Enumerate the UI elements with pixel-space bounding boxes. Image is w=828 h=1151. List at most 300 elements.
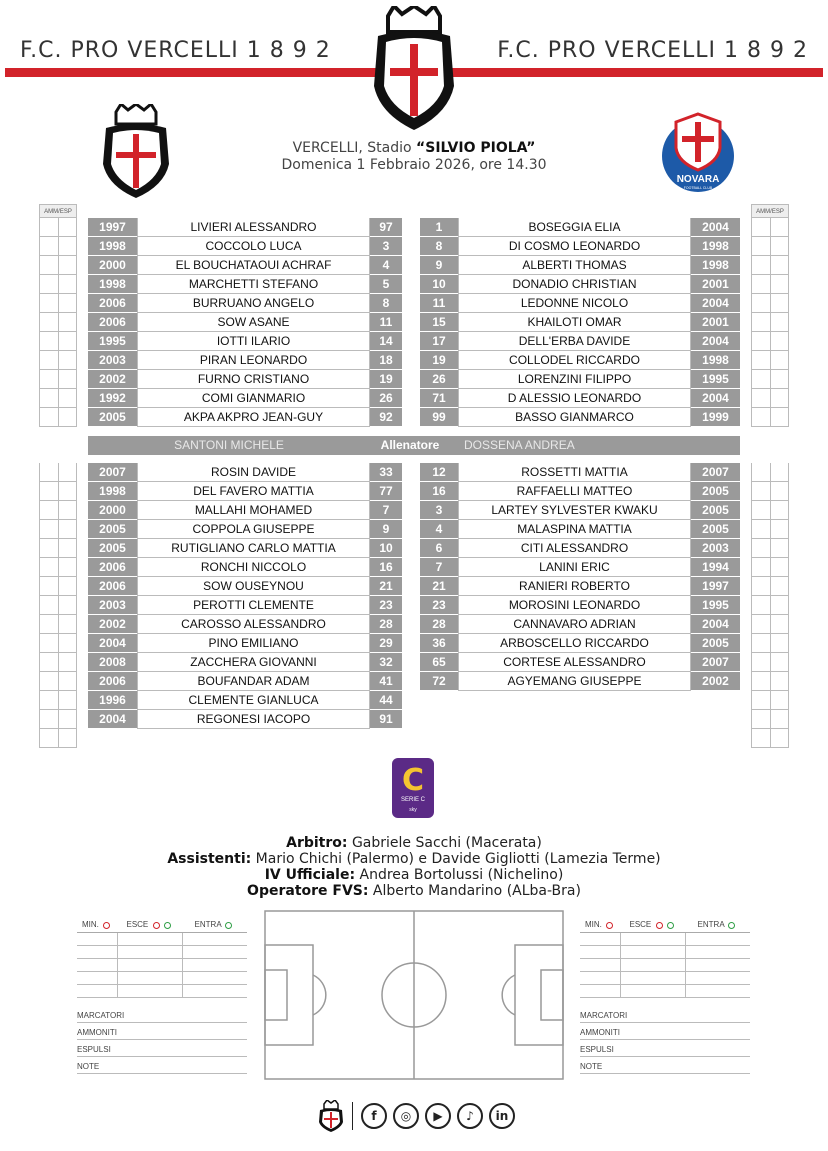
player-row: [420, 539, 740, 558]
amm-esp-box: [751, 370, 789, 389]
player-name: COLLODEL RICCARDO: [458, 351, 691, 370]
note-line: NOTE: [77, 1057, 247, 1074]
player-year: 1998: [88, 237, 137, 256]
player-num: 23: [370, 596, 402, 615]
pro-vercelli-main-crest-icon: [368, 6, 460, 132]
amm-esp-box: [39, 558, 77, 577]
player-year: 2008: [88, 653, 137, 672]
player-year: 2006: [88, 577, 137, 596]
club-name-left: F.C. PRO VERCELLI 1 8 9 2: [20, 38, 331, 63]
player-year: 1998: [691, 351, 740, 370]
player-num: 16: [420, 482, 458, 501]
football-pitch-diagram: [264, 910, 564, 1080]
home-team-crest-icon: [100, 104, 172, 199]
novara-crest-subtext: FOOTBALL CLUB: [683, 186, 713, 190]
referee-line: [0, 835, 828, 851]
player-row: [420, 558, 740, 577]
player-row: [88, 370, 402, 389]
entra-header: ENTRA: [697, 920, 725, 930]
player-name: AGYEMANG GIUSEPPE: [458, 672, 691, 691]
player-row: [88, 558, 402, 577]
player-year: 1998: [88, 275, 137, 294]
green-dot-icon: [164, 922, 171, 929]
player-year: 1997: [691, 577, 740, 596]
player-row: [420, 332, 740, 351]
player-name: PIRAN LEONARDO: [137, 351, 370, 370]
substitutions-grid-left: [77, 918, 247, 1074]
amm-esp-box: [751, 653, 789, 672]
player-year: 2004: [691, 615, 740, 634]
player-year: 2004: [88, 634, 137, 653]
instagram-icon[interactable]: ◎: [393, 1103, 419, 1129]
player-num: 28: [370, 615, 402, 634]
amm-esp-box: [751, 558, 789, 577]
player-row: [420, 256, 740, 275]
marcatori-line: MARCATORI: [77, 1006, 247, 1023]
player-year: 2006: [88, 558, 137, 577]
player-row: [420, 634, 740, 653]
player-name: RUTIGLIANO CARLO MATTIA: [137, 539, 370, 558]
player-year: 2001: [691, 275, 740, 294]
amm-esp-box: [751, 596, 789, 615]
player-num: 18: [370, 351, 402, 370]
player-row: [420, 218, 740, 237]
player-year: 2001: [691, 313, 740, 332]
player-year: 2004: [691, 294, 740, 313]
player-num: 10: [420, 275, 458, 294]
amm-esp-box: [751, 634, 789, 653]
player-row: [88, 501, 402, 520]
fourth-official-name: Andrea Bortolussi (Nichelino): [355, 867, 564, 883]
player-row: [420, 520, 740, 539]
player-num: 17: [420, 332, 458, 351]
player-year: 1994: [691, 558, 740, 577]
amm-esp-box: [39, 577, 77, 596]
player-name: CANNAVARO ADRIAN: [458, 615, 691, 634]
player-num: 21: [370, 577, 402, 596]
player-row: [420, 313, 740, 332]
amm-esp-box: [39, 332, 77, 351]
player-year: 2004: [88, 710, 137, 729]
footer-social-bar: [318, 1098, 515, 1134]
player-year: 1996: [88, 691, 137, 710]
player-num: 16: [370, 558, 402, 577]
player-row: [420, 596, 740, 615]
amm-esp-box: [39, 313, 77, 332]
amm-esp-box: [751, 256, 789, 275]
youtube-icon[interactable]: ▶: [425, 1103, 451, 1129]
player-num: 4: [370, 256, 402, 275]
footer-separator: [352, 1102, 353, 1130]
player-num: 9: [420, 256, 458, 275]
note-line: NOTE: [580, 1057, 750, 1074]
amm-esp-box: [39, 482, 77, 501]
home-coach: SANTONI MICHELE: [174, 438, 284, 452]
player-name: ALBERTI THOMAS: [458, 256, 691, 275]
player-name: AKPA AKPRO JEAN-GUY: [137, 408, 370, 427]
player-name: LIVIERI ALESSANDRO: [137, 218, 370, 237]
match-date: Domenica 1 Febbraio 2026, ore 14.30: [281, 157, 547, 173]
amm-esp-box: [751, 539, 789, 558]
player-row: [88, 275, 402, 294]
player-row: [88, 653, 402, 672]
player-name: DEL FAVERO MATTIA: [137, 482, 370, 501]
player-row: [420, 653, 740, 672]
player-name: LARTEY SYLVESTER KWAKU: [458, 501, 691, 520]
amm-esp-box: [751, 710, 789, 729]
player-row: [420, 463, 740, 482]
amm-esp-column-left: [39, 204, 77, 427]
player-year: 2005: [88, 408, 137, 427]
amm-esp-box: [39, 615, 77, 634]
player-row: [88, 332, 402, 351]
match-venue: [200, 140, 628, 156]
amm-esp-box: [751, 389, 789, 408]
player-num: 99: [420, 408, 458, 427]
amm-esp-box: [751, 501, 789, 520]
player-name: BASSO GIANMARCO: [458, 408, 691, 427]
player-year: 2007: [691, 463, 740, 482]
player-num: 26: [370, 389, 402, 408]
player-num: 21: [420, 577, 458, 596]
player-row: [420, 275, 740, 294]
esce-header: ESCE: [126, 920, 149, 930]
player-name: PEROTTI CLEMENTE: [137, 596, 370, 615]
amm-esp-box: [39, 539, 77, 558]
amm-esp-box: [39, 520, 77, 539]
player-num: 32: [370, 653, 402, 672]
amm-esp-box: [751, 408, 789, 427]
substitutions-grid-right: [580, 918, 750, 1074]
amm-esp-box: [751, 275, 789, 294]
player-num: 19: [420, 351, 458, 370]
red-dot-icon: [153, 922, 160, 929]
player-year: 2002: [88, 370, 137, 389]
player-num: 92: [370, 408, 402, 427]
player-row: [88, 408, 402, 427]
player-year: 2005: [691, 482, 740, 501]
referee-name: Gabriele Sacchi (Macerata): [347, 835, 542, 851]
player-name: D ALESSIO LEONARDO: [458, 389, 691, 408]
amm-esp-box: [39, 710, 77, 729]
amm-esp-bench-right: [751, 463, 789, 748]
amm-esp-box: [751, 313, 789, 332]
player-name: REGONESI IACOPO: [137, 710, 370, 729]
player-num: 6: [420, 539, 458, 558]
amm-esp-box: [39, 370, 77, 389]
amm-esp-box: [39, 237, 77, 256]
player-year: 1998: [691, 256, 740, 275]
player-year: 2006: [88, 313, 137, 332]
player-name: ROSSETTI MATTIA: [458, 463, 691, 482]
amm-esp-box: [39, 294, 77, 313]
player-num: 77: [370, 482, 402, 501]
player-name: LORENZINI FILIPPO: [458, 370, 691, 389]
min-header: MIN.: [584, 920, 602, 930]
player-row: [88, 482, 402, 501]
player-num: 1: [420, 218, 458, 237]
player-name: ROSIN DAVIDE: [137, 463, 370, 482]
player-year: 1995: [691, 596, 740, 615]
player-row: [420, 482, 740, 501]
player-name: IOTTI ILARIO: [137, 332, 370, 351]
club-crest-small-icon: [318, 1100, 344, 1132]
player-num: 29: [370, 634, 402, 653]
player-row: [420, 501, 740, 520]
player-year: 2005: [691, 501, 740, 520]
away-bench-table: [420, 463, 740, 691]
red-dot-icon: [103, 922, 110, 929]
player-row: [88, 351, 402, 370]
player-row: [88, 237, 402, 256]
player-year: 2004: [691, 332, 740, 351]
espulsi-line: ESPULSI: [580, 1040, 750, 1057]
fourth-official-label: IV Ufficiale:: [264, 867, 356, 883]
player-num: 12: [420, 463, 458, 482]
amm-esp-box: [751, 691, 789, 710]
amm-esp-box: [39, 691, 77, 710]
player-row: [88, 691, 402, 710]
fvs-name: Alberto Mandarino (ALba-Bra): [368, 883, 581, 899]
player-row: [88, 389, 402, 408]
player-year: 2005: [88, 520, 137, 539]
player-year: 1998: [691, 237, 740, 256]
player-year: 2002: [88, 615, 137, 634]
player-name: KHAILOTI OMAR: [458, 313, 691, 332]
player-name: COCCOLO LUCA: [137, 237, 370, 256]
player-num: 28: [420, 615, 458, 634]
novara-crest-text: NOVARA: [676, 174, 720, 185]
assistants-line: [0, 851, 828, 867]
min-header: MIN.: [81, 920, 99, 930]
amm-esp-box: [39, 389, 77, 408]
serie-c-text: SERIE C: [400, 797, 426, 803]
player-year: 2003: [88, 351, 137, 370]
player-name: CAROSSO ALESSANDRO: [137, 615, 370, 634]
player-num: 65: [420, 653, 458, 672]
player-name: EL BOUCHATAOUI ACHRAF: [137, 256, 370, 275]
player-row: [420, 672, 740, 691]
green-dot-icon: [667, 922, 674, 929]
player-num: 4: [420, 520, 458, 539]
player-num: 11: [420, 294, 458, 313]
player-row: [88, 463, 402, 482]
player-row: [420, 294, 740, 313]
player-name: RAFFAELLI MATTEO: [458, 482, 691, 501]
player-row: [420, 351, 740, 370]
player-row: [88, 520, 402, 539]
player-name: LANINI ERIC: [458, 558, 691, 577]
entra-header: ENTRA: [194, 920, 222, 930]
assistants-label: Assistenti:: [167, 851, 252, 867]
player-name: CLEMENTE GIANLUCA: [137, 691, 370, 710]
home-starters-table: [88, 218, 402, 427]
player-row: [88, 596, 402, 615]
player-name: RANIERI ROBERTO: [458, 577, 691, 596]
player-row: [88, 577, 402, 596]
amm-esp-box: [39, 653, 77, 672]
player-row: [88, 710, 402, 729]
player-row: [88, 313, 402, 332]
player-num: 44: [370, 691, 402, 710]
player-name: DELL'ERBA DAVIDE: [458, 332, 691, 351]
player-year: 1995: [88, 332, 137, 351]
coaches-bar: [88, 436, 740, 455]
green-dot-icon: [728, 922, 735, 929]
player-num: 8: [370, 294, 402, 313]
coach-label: Allenatore: [380, 438, 440, 452]
player-year: 2000: [88, 501, 137, 520]
player-name: DONADIO CHRISTIAN: [458, 275, 691, 294]
amm-esp-box: [751, 237, 789, 256]
amm-esp-box: [39, 463, 77, 482]
tiktok-icon[interactable]: ♪: [457, 1103, 483, 1129]
serie-c-logo-icon: [392, 758, 434, 818]
player-num: 10: [370, 539, 402, 558]
player-num: 72: [420, 672, 458, 691]
player-num: 41: [370, 672, 402, 691]
serie-c-letter: C: [401, 763, 425, 798]
player-row: [420, 389, 740, 408]
player-year: 2003: [88, 596, 137, 615]
player-name: BOSEGGIA ELIA: [458, 218, 691, 237]
player-name: FURNO CRISTIANO: [137, 370, 370, 389]
player-name: MALLAHI MOHAMED: [137, 501, 370, 520]
player-name: COMI GIANMARIO: [137, 389, 370, 408]
player-num: 5: [370, 275, 402, 294]
referee-label: Arbitro:: [286, 835, 348, 851]
amm-esp-box: [39, 596, 77, 615]
player-year: 1995: [691, 370, 740, 389]
player-row: [88, 256, 402, 275]
player-num: 15: [420, 313, 458, 332]
amm-esp-header: AMM/ESP: [39, 204, 77, 218]
facebook-icon[interactable]: f: [361, 1103, 387, 1129]
player-name: MALASPINA MATTIA: [458, 520, 691, 539]
amm-esp-box: [39, 408, 77, 427]
amm-esp-box: [751, 577, 789, 596]
player-row: [420, 408, 740, 427]
player-row: [420, 370, 740, 389]
amm-esp-box: [751, 520, 789, 539]
player-num: 33: [370, 463, 402, 482]
amm-esp-box: [751, 218, 789, 237]
amm-esp-box: [39, 672, 77, 691]
player-num: 9: [370, 520, 402, 539]
ammoniti-line: AMMONITI: [77, 1023, 247, 1040]
player-year: 2000: [88, 256, 137, 275]
amm-esp-box: [39, 351, 77, 370]
player-num: 26: [420, 370, 458, 389]
amm-esp-box: [751, 332, 789, 351]
player-row: [88, 539, 402, 558]
player-row: [420, 577, 740, 596]
amm-esp-box: [751, 482, 789, 501]
player-name: BURRUANO ANGELO: [137, 294, 370, 313]
player-year: 2005: [88, 539, 137, 558]
player-name: MOROSINI LEONARDO: [458, 596, 691, 615]
home-bench-table: [88, 463, 402, 729]
away-team-crest-icon: [660, 112, 736, 194]
player-num: 97: [370, 218, 402, 237]
green-dot-icon: [225, 922, 232, 929]
player-row: [88, 634, 402, 653]
player-name: DI COSMO LEONARDO: [458, 237, 691, 256]
player-name: COPPOLA GIUSEPPE: [137, 520, 370, 539]
assistants-names: Mario Chichi (Palermo) e Davide Gigliotti (Lamezia Terme): [251, 851, 661, 867]
player-num: 71: [420, 389, 458, 408]
player-year: 2007: [88, 463, 137, 482]
player-num: 7: [420, 558, 458, 577]
amm-esp-box: [39, 501, 77, 520]
esce-header: ESCE: [629, 920, 652, 930]
amm-esp-bench-left: [39, 463, 77, 748]
amm-esp-box: [751, 294, 789, 313]
amm-esp-box: [751, 351, 789, 370]
player-year: 2004: [691, 218, 740, 237]
amm-esp-header: AMM/ESP: [751, 204, 789, 218]
linkedin-icon[interactable]: in: [489, 1103, 515, 1129]
player-num: 3: [420, 501, 458, 520]
player-num: 14: [370, 332, 402, 351]
player-year: 2007: [691, 653, 740, 672]
club-name-right: F.C. PRO VERCELLI 1 8 9 2: [497, 38, 808, 63]
player-num: 23: [420, 596, 458, 615]
red-dot-icon: [656, 922, 663, 929]
amm-esp-box: [39, 256, 77, 275]
amm-esp-box: [39, 275, 77, 294]
player-name: CITI ALESSANDRO: [458, 539, 691, 558]
player-name: ARBOSCELLO RICCARDO: [458, 634, 691, 653]
fourth-official-line: [0, 867, 828, 883]
away-coach: DOSSENA ANDREA: [464, 438, 575, 452]
venue-prefix: VERCELLI, Stadio: [292, 140, 417, 156]
player-year: 2006: [88, 672, 137, 691]
player-name: PINO EMILIANO: [137, 634, 370, 653]
player-num: 19: [370, 370, 402, 389]
player-year: 1997: [88, 218, 137, 237]
player-year: 2005: [691, 520, 740, 539]
player-num: 36: [420, 634, 458, 653]
player-row: [88, 218, 402, 237]
player-year: 2004: [691, 389, 740, 408]
amm-esp-box: [39, 218, 77, 237]
red-dot-icon: [606, 922, 613, 929]
fvs-label: Operatore FVS:: [247, 883, 369, 899]
amm-esp-box: [751, 615, 789, 634]
amm-esp-box: [39, 729, 77, 748]
player-num: 7: [370, 501, 402, 520]
player-row: [420, 237, 740, 256]
player-name: SOW OUSEYNOU: [137, 577, 370, 596]
player-name: CORTESE ALESSANDRO: [458, 653, 691, 672]
fvs-line: [0, 883, 828, 899]
marcatori-line: MARCATORI: [580, 1006, 750, 1023]
player-year: 2002: [691, 672, 740, 691]
player-name: BOUFANDAR ADAM: [137, 672, 370, 691]
espulsi-line: ESPULSI: [77, 1040, 247, 1057]
player-year: 2003: [691, 539, 740, 558]
amm-esp-box: [751, 672, 789, 691]
player-year: 2006: [88, 294, 137, 313]
player-name: RONCHI NICCOLO: [137, 558, 370, 577]
player-num: 3: [370, 237, 402, 256]
player-year: 2005: [691, 634, 740, 653]
player-num: 91: [370, 710, 402, 729]
serie-c-sky: sky: [409, 807, 417, 813]
amm-esp-column-right: [751, 204, 789, 427]
away-starters-table: [420, 218, 740, 427]
